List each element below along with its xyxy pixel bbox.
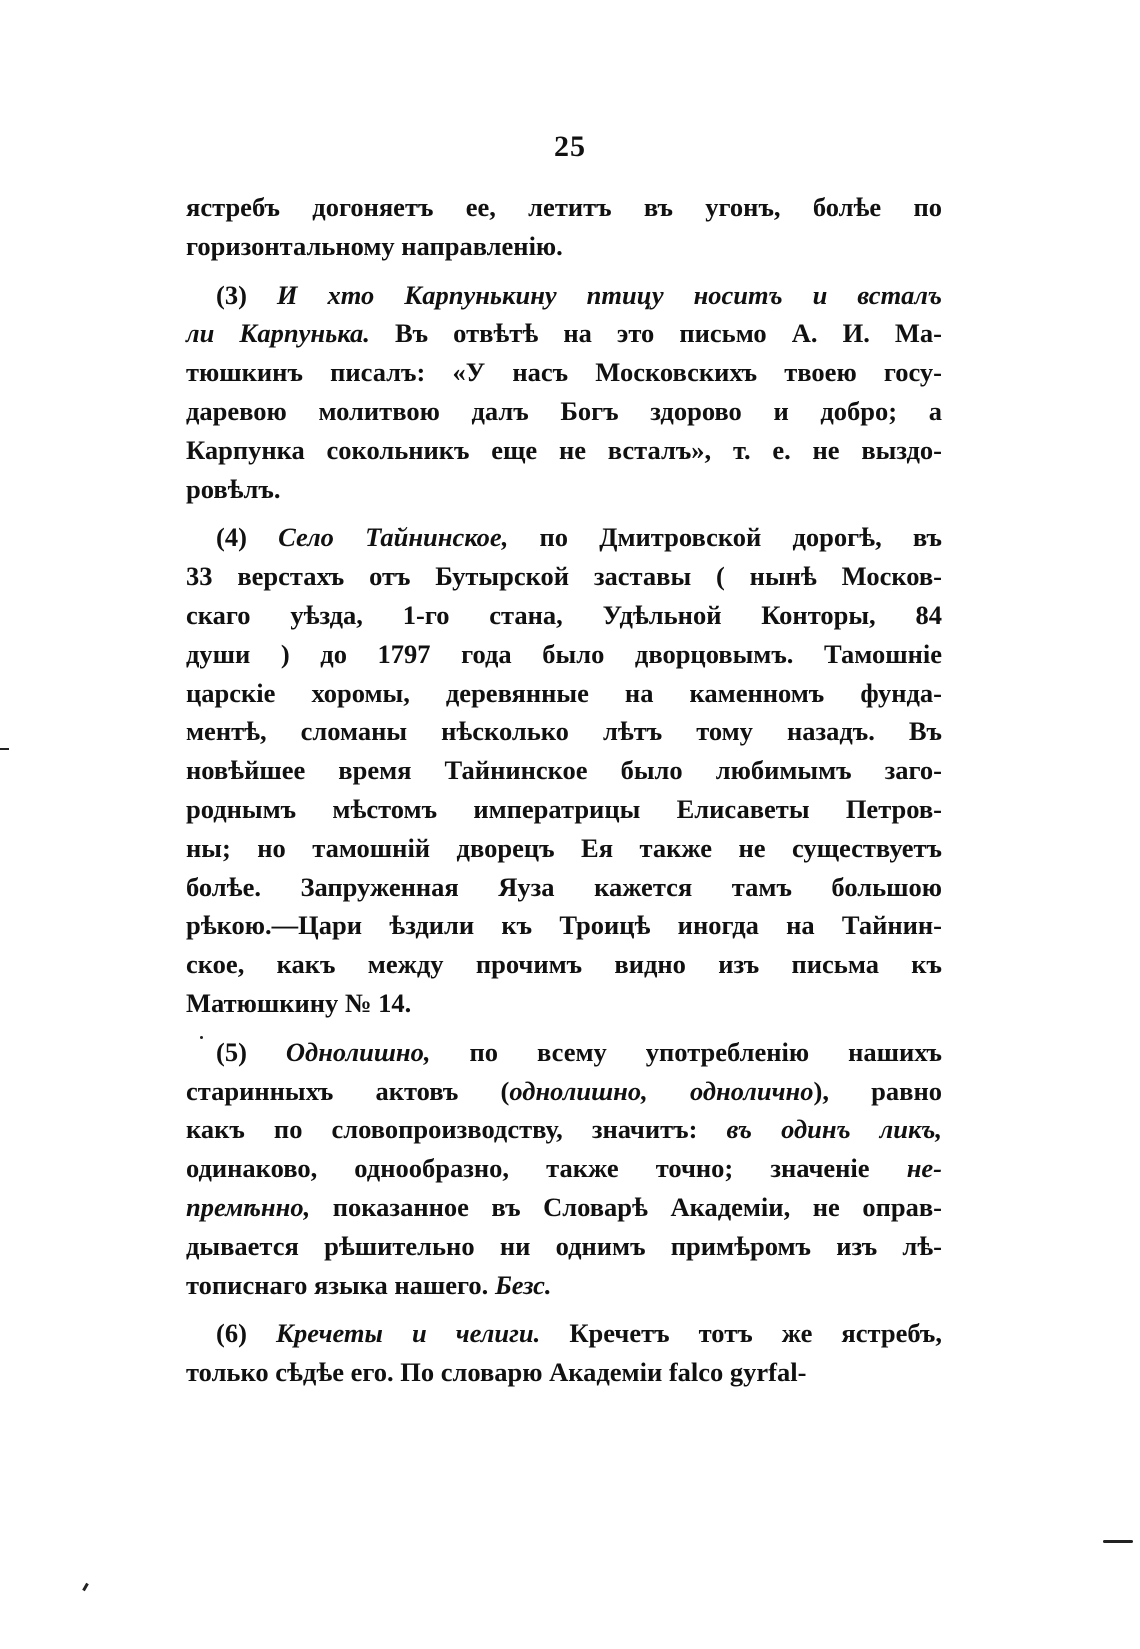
text-run: роднымъ мѣстомъ императрицы Елисаветы Петров- bbox=[186, 793, 942, 824]
text-line bbox=[186, 431, 942, 470]
paragraph-gap bbox=[186, 508, 942, 518]
text-run: Матюшкину № 14. bbox=[186, 987, 412, 1018]
margin-mark bbox=[82, 1583, 89, 1591]
text-line bbox=[186, 314, 942, 353]
paragraph-gap bbox=[186, 1023, 942, 1033]
italic-text: однолишно, однолично bbox=[509, 1075, 814, 1106]
text-run: даревою молитвою далъ Богъ здорово и добро; а bbox=[186, 395, 942, 426]
text-line bbox=[186, 518, 942, 557]
text-run: одинаково, однообразно, также точно; значеніе bbox=[186, 1153, 907, 1184]
text-run: (4) bbox=[216, 522, 279, 553]
text-line bbox=[186, 1033, 942, 1072]
text-run: Карпунка сокольникъ еще не всталъ», т. е. не выздо- bbox=[186, 434, 942, 465]
text-run: дывается рѣшительно ни однимъ примѣромъ изъ лѣ- bbox=[186, 1230, 942, 1261]
text-line bbox=[186, 188, 942, 227]
margin-mark bbox=[0, 748, 9, 750]
italic-text: ли Карпунька. bbox=[186, 318, 370, 349]
text-line bbox=[186, 276, 942, 315]
text-run: Кречетъ тотъ же ястребъ, bbox=[540, 1318, 943, 1349]
text-run: (6) bbox=[216, 1318, 276, 1349]
text-run: ское, какъ между прочимъ видно изъ письма къ bbox=[186, 949, 942, 980]
text-line bbox=[186, 1314, 942, 1353]
text-line bbox=[186, 868, 942, 907]
text-run: ны; но тамошній дворецъ Ея также не существуетъ bbox=[186, 832, 942, 863]
paragraph-note-5 bbox=[186, 1033, 942, 1305]
text-line bbox=[186, 1353, 942, 1392]
italic-text: Однолишно, bbox=[285, 1036, 431, 1067]
text-run: новѣйшее время Тайнинское было любимымъ заго- bbox=[186, 755, 942, 786]
text-run: души ) до 1797 года было дворцовымъ. Тамошніе bbox=[186, 638, 942, 669]
text-line bbox=[186, 1266, 942, 1305]
text-line bbox=[186, 790, 942, 829]
text-run: (5) bbox=[216, 1036, 286, 1067]
text-run: только сѣдѣе его. По словарю Академіи falco gyrfal- bbox=[186, 1357, 807, 1388]
text-line bbox=[186, 829, 942, 868]
paragraph-p-continued bbox=[186, 188, 942, 266]
text-run: по всему употребленію нашихъ bbox=[430, 1036, 942, 1067]
text-run: рѣкою.—Цари ѣздили къ Троицѣ иногда на Тайнин- bbox=[186, 910, 942, 941]
text-line bbox=[186, 353, 942, 392]
text-run: скаго уѣзда, 1-го стана, Удѣльной Конторы, 84 bbox=[186, 599, 942, 630]
text-line bbox=[186, 1149, 942, 1188]
italic-text: Село Тайнинское, bbox=[278, 522, 509, 553]
text-run: ястребъ догоняетъ ее, летитъ въ угонъ, болѣе по bbox=[186, 192, 942, 222]
text-run: ровѣлъ. bbox=[186, 473, 281, 504]
margin-mark bbox=[200, 1036, 203, 1039]
italic-text: не- bbox=[906, 1153, 942, 1184]
text-run: ментѣ, сломаны нѣсколько лѣтъ тому назадъ. Въ bbox=[186, 716, 942, 747]
page-number: 25 bbox=[554, 130, 586, 163]
text-line bbox=[186, 1227, 942, 1266]
italic-text: Безс. bbox=[494, 1269, 552, 1300]
text-line bbox=[186, 1072, 942, 1111]
text-run: царскіе хоромы, деревянные на каменномъ фунда- bbox=[186, 677, 942, 708]
text-line bbox=[186, 392, 942, 431]
margin-mark bbox=[1103, 1540, 1133, 1543]
text-run: 33 верстахъ отъ Бутырской заставы ( нынѣ Москов- bbox=[186, 561, 942, 592]
text-line bbox=[186, 470, 942, 509]
text-line bbox=[186, 945, 942, 984]
text-line bbox=[186, 596, 942, 635]
paragraph-note-6 bbox=[186, 1314, 942, 1392]
italic-text: И хто Карпунькину птицу носитъ и всталъ bbox=[276, 279, 942, 310]
text-line bbox=[186, 1188, 942, 1227]
text-run: болѣе. Запруженная Яуза кажется тамъ большою bbox=[186, 871, 942, 902]
text-run: по Дмитровской дорогѣ, въ bbox=[508, 522, 942, 553]
paragraph-gap bbox=[186, 266, 942, 276]
text-run: (3) bbox=[216, 279, 277, 310]
text-run: ), равно bbox=[813, 1075, 942, 1106]
text-line bbox=[186, 557, 942, 596]
paragraph-gap bbox=[186, 1304, 942, 1314]
text-line bbox=[186, 227, 942, 266]
text-run: тописнаго языка нашего. bbox=[186, 1269, 495, 1300]
text-run: показанное въ Словарѣ Академіи, не оправ- bbox=[310, 1191, 942, 1222]
text-run: тюшкинъ писалъ: «У насъ Московскихъ твоею госу- bbox=[186, 357, 942, 388]
italic-text: премѣнно, bbox=[186, 1191, 311, 1222]
italic-text: Кречеты и челиги. bbox=[275, 1318, 541, 1349]
text-line bbox=[186, 1110, 942, 1149]
text-line bbox=[186, 674, 942, 713]
text-run: Въ отвѣтѣ на это письмо А. И. Ма- bbox=[369, 318, 942, 349]
paragraph-note-4 bbox=[186, 518, 942, 1022]
text-line bbox=[186, 712, 942, 751]
text-run: какъ по словопроизводству, значитъ: bbox=[186, 1114, 727, 1145]
italic-text: въ одинъ ликъ, bbox=[726, 1114, 942, 1145]
paragraph-note-3 bbox=[186, 276, 942, 509]
text-line bbox=[186, 635, 942, 674]
text-run: старинныхъ актовъ ( bbox=[186, 1075, 510, 1106]
text-line bbox=[186, 906, 942, 945]
page-text bbox=[186, 188, 942, 1392]
text-line bbox=[186, 984, 942, 1023]
text-line bbox=[186, 751, 942, 790]
text-run: горизонтальному направленію. bbox=[186, 230, 563, 261]
